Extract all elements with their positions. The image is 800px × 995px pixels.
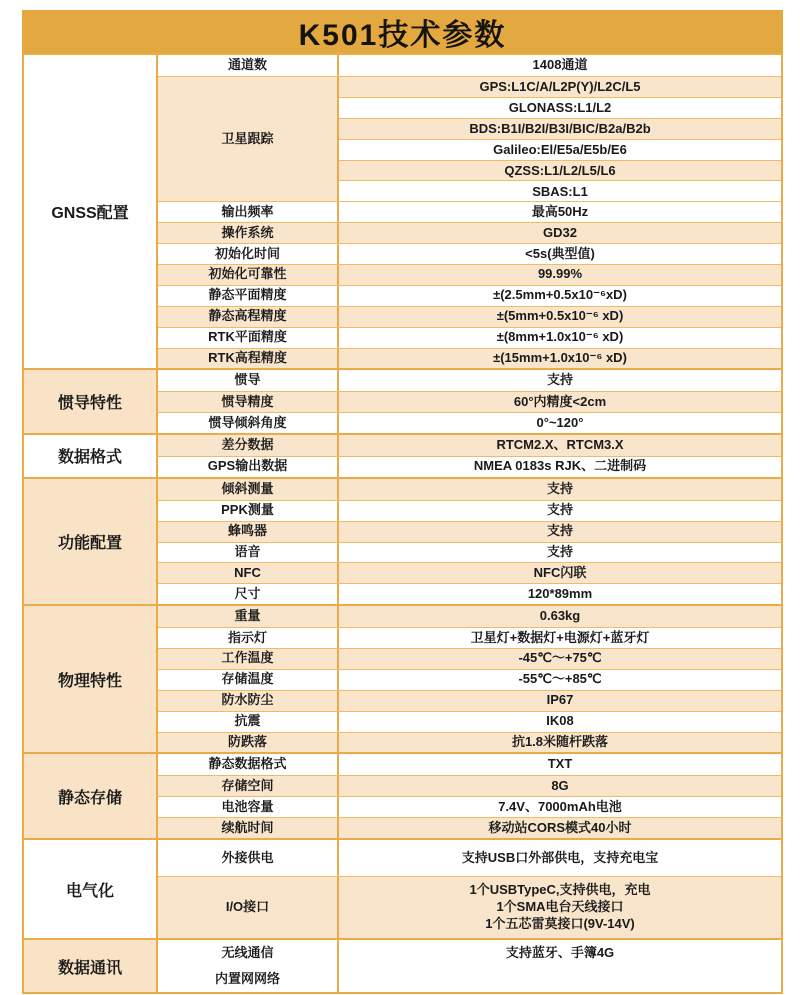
table-row [158,690,781,711]
param-value: -55℃～+85℃ [339,670,781,690]
table-row [158,521,781,542]
param-label: 指示灯 [158,628,339,648]
table-row [158,55,781,76]
table-row [158,583,781,604]
param-value: RTCM2.X、RTCM3.X [339,435,781,456]
param-label: 操作系统 [158,223,339,243]
param-label: 工作温度 [158,649,339,669]
param-label: 初始化可靠性 [158,265,339,285]
section-label: 物理特性 [24,606,158,752]
param-label: 差分数据 [158,435,339,456]
param-label: 倾斜测量 [158,479,339,500]
spec-section-7 [24,938,781,992]
param-value: GPS:L1C/A/L2P(Y)/L2C/L5 [339,77,781,97]
param-label: RTK平面精度 [158,328,339,348]
param-value: 0.63kg [339,606,781,627]
param-value: 8G [339,776,781,796]
table-row [158,711,781,732]
table-row [158,306,781,327]
param-label: 电池容量 [158,797,339,817]
table-row [158,222,781,243]
param-label: 尺寸 [158,584,339,604]
param-label: 静态平面精度 [158,286,339,306]
table-row [158,327,781,348]
section-label: 功能配置 [24,479,158,604]
section-label: 数据格式 [24,435,158,477]
spec-section-2 [24,433,781,477]
param-label: 通道数 [158,55,339,76]
param-value-line: 1个USBTypeC,支持供电，充电 [469,882,651,898]
param-value: 120*89mm [339,584,781,604]
param-label: 无线通信 [158,940,339,966]
param-value: 支持 [339,370,781,391]
param-label: 输出频率 [158,202,339,222]
param-value: 抗1.8米随杆跌落 [339,733,781,753]
table-row [158,264,781,285]
param-value: 卫星灯+数据灯+电源灯+蓝牙灯 [339,628,781,648]
table-row [158,840,781,876]
page-title: K501技术参数 [298,18,507,52]
table-row [158,669,781,690]
table-row [158,348,781,369]
section-rows [158,606,781,752]
param-label: 防跌落 [158,733,339,753]
param-value [339,966,781,992]
param-value: 支持 [339,501,781,521]
param-label: 惯导 [158,370,339,391]
param-value: 支持蓝牙、手簿4G [339,940,781,966]
param-value: 99.99% [339,265,781,285]
value-subrows [339,77,781,201]
table-row [158,412,781,433]
param-label: 语音 [158,543,339,563]
param-label: 卫星跟踪 [158,77,339,201]
param-label: 惯导精度 [158,392,339,412]
param-value: BDS:B1I/B2I/B3I/BIC/B2a/B2b [339,118,781,139]
table-row [158,435,781,456]
spec-section-0 [24,53,781,368]
param-value: Galileo:El/E5a/E5b/E6 [339,139,781,160]
param-value: 支持USB口外部供电，支持充电宝 [339,840,781,876]
table-row [158,391,781,412]
table-row [158,732,781,753]
table-row [158,456,781,477]
section-label: 数据通讯 [24,940,158,992]
section-rows [158,940,781,992]
param-value: ±(8mm+1.0x10⁻⁶ xD) [339,328,781,348]
param-value: 1408通道 [339,55,781,76]
table-row [158,76,781,201]
table-row [158,940,781,966]
param-label: 存储温度 [158,670,339,690]
param-value-line: 1个SMA电台天线接口 [496,899,624,915]
table-row [158,285,781,306]
spec-section-4 [24,604,781,752]
param-value: NFC闪联 [339,563,781,583]
param-value: 0°~120° [339,413,781,433]
table-row [158,201,781,222]
section-rows [158,370,781,433]
param-value: 移动站CORS模式40小时 [339,818,781,838]
table-row [158,627,781,648]
section-rows [158,840,781,938]
section-rows [158,435,781,477]
param-label: 抗震 [158,712,339,732]
param-value: 60°内精度<2cm [339,392,781,412]
spec-section-5 [24,752,781,838]
param-label: 存储空间 [158,776,339,796]
param-label: 续航时间 [158,818,339,838]
param-value: ±(15mm+1.0x10⁻⁶ xD) [339,349,781,369]
spec-section-1 [24,368,781,433]
param-value [339,877,781,938]
section-label: 静态存储 [24,754,158,838]
section-rows [158,55,781,368]
param-value: 7.4V、7000mAh电池 [339,797,781,817]
param-value: QZSS:L1/L2/L5/L6 [339,160,781,181]
param-label: 重量 [158,606,339,627]
param-label: GPS输出数据 [158,457,339,477]
param-label: 初始化时间 [158,244,339,264]
param-value: 支持 [339,522,781,542]
table-row [158,562,781,583]
spec-section-6 [24,838,781,938]
param-label: 静态数据格式 [158,754,339,775]
param-value: IK08 [339,712,781,732]
param-value-line: 1个五芯雷莫接口(9V-14V) [485,915,635,931]
param-label: 防水防尘 [158,691,339,711]
param-value: GD32 [339,223,781,243]
param-label: 内置网网络 [158,966,339,992]
table-row [158,796,781,817]
spec-section-3 [24,477,781,604]
param-value: IP67 [339,691,781,711]
table-row [158,966,781,992]
table-row [158,648,781,669]
section-label: GNSS配置 [24,55,158,368]
section-rows [158,754,781,838]
param-value: ±(2.5mm+0.5x10⁻⁶xD) [339,286,781,306]
param-value: GLONASS:L1/L2 [339,97,781,118]
param-value: <5s(典型值) [339,244,781,264]
table-row [158,479,781,500]
table-row [158,500,781,521]
param-label: I/O接口 [158,877,339,938]
section-label: 电气化 [24,840,158,938]
param-value: 支持 [339,543,781,563]
param-value: NMEA 0183s RJK、二进制码 [339,457,781,477]
section-label: 惯导特性 [24,370,158,433]
param-label: 静态高程精度 [158,307,339,327]
title-bar [22,10,783,53]
table-row [158,876,781,938]
param-label: PPK测量 [158,501,339,521]
table-row [158,775,781,796]
param-label: 外接供电 [158,840,339,876]
table-row [158,542,781,563]
param-value: TXT [339,754,781,775]
param-value: 最高50Hz [339,202,781,222]
param-label: 蜂鸣器 [158,522,339,542]
param-label: NFC [158,563,339,583]
param-value: -45℃～+75℃ [339,649,781,669]
param-value: 支持 [339,479,781,500]
param-value: SBAS:L1 [339,180,781,201]
spec-sheet [22,10,783,994]
table-row [158,754,781,775]
section-rows [158,479,781,604]
table-row [158,243,781,264]
table-row [158,370,781,391]
table-row [158,606,781,627]
param-label: 惯导倾斜角度 [158,413,339,433]
param-label: RTK高程精度 [158,349,339,369]
param-value: ±(5mm+0.5x10⁻⁶ xD) [339,307,781,327]
table-row [158,817,781,838]
spec-table [22,53,783,994]
